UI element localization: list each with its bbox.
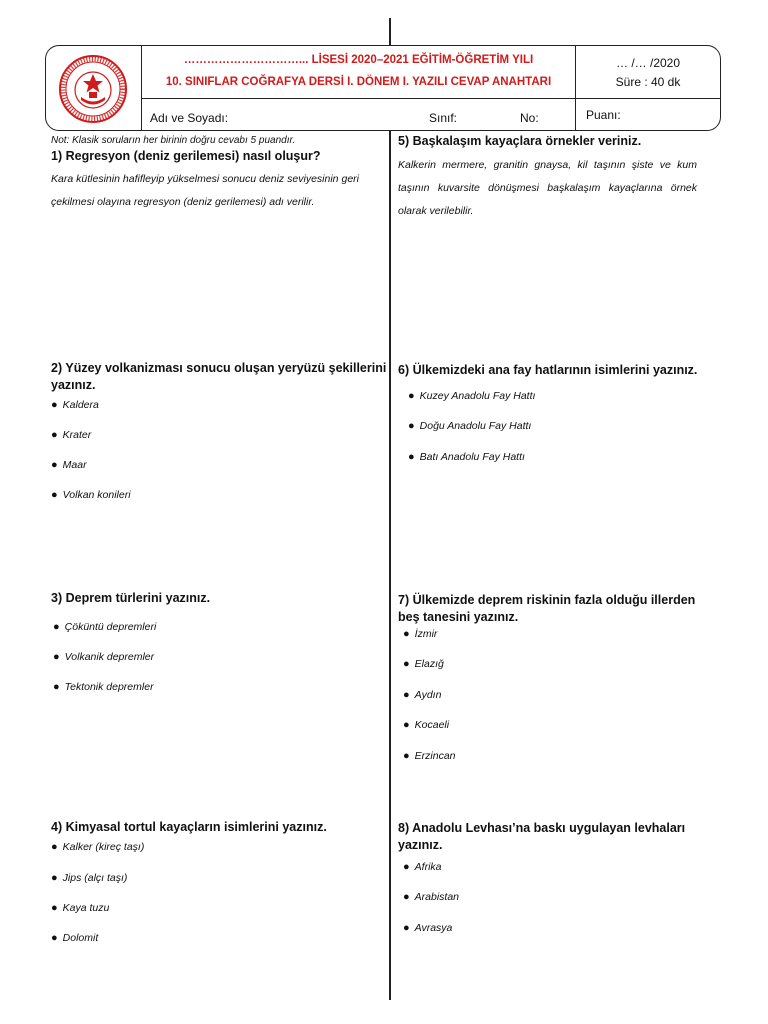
list-item: ● Kaldera	[51, 399, 99, 411]
question-7-line2: beş tanesini yazınız.	[398, 610, 519, 624]
exam-header	[45, 45, 721, 131]
list-item: ● Krater	[51, 429, 92, 441]
question-8	[398, 820, 685, 854]
exam-title-line2: 10. SINIFLAR COĞRAFYA DERSİ I. DÖNEM I. YAZILI CEVAP ANAHTARI	[165, 76, 552, 88]
answer-5: Kalkerin mermere, granitin gnaysa, kil taşının şiste ve kum taşının kuvarsite dönüşmesi başkalaşım kayaçlarına örnek olarak verilebilir.	[398, 159, 697, 217]
question-2-line2: yazınız.	[51, 378, 96, 392]
class-label: Sınıf:	[429, 111, 458, 125]
date-cell	[576, 46, 720, 99]
title-cell	[142, 46, 576, 99]
list-item: ● Jips (alçı taşı)	[51, 872, 128, 884]
scoring-note: Not: Klasik soruların her birinin doğru cevabı 5 puandır.	[51, 135, 296, 146]
list-item: ● Afrika	[403, 861, 442, 873]
column-divider	[389, 18, 391, 1000]
number-label: No:	[520, 111, 539, 125]
list-item: ● Erzincan	[403, 750, 456, 762]
list-item: ● Tektonik depremler	[53, 681, 154, 693]
question-1: 1) Regresyon (deniz gerilemesi) nasıl oluşur?	[51, 149, 321, 163]
exam-duration: Süre : 40 dk	[615, 75, 681, 89]
list-item: ● Maar	[51, 459, 87, 471]
list-item: ● Arabistan	[403, 891, 460, 903]
question-2-line1: 2) Yüzey volkanizması sonucu oluşan yeryüzü şekillerini	[51, 361, 387, 375]
logo-cell	[46, 46, 142, 130]
question-7	[398, 592, 695, 626]
list-item: ● Çöküntü depremleri	[53, 621, 157, 633]
question-7-line1: 7) Ülkemizde deprem riskinin fazla olduğu illerden	[398, 593, 696, 607]
list-item: ● Kuzey Anadolu Fay Hattı	[408, 390, 536, 402]
exam-date: … /… /2020	[615, 56, 681, 70]
answer-1: Kara kütlesinin hafifleyip yükselmesi sonucu deniz seviyesinin geri çekilmesi olayına regresyon (deniz gerilemesi) adı verilir.	[51, 173, 359, 208]
student-info-row	[142, 99, 576, 130]
score-label: Puanı:	[586, 108, 621, 122]
question-2	[51, 360, 386, 394]
list-item: ● Kalker (kireç taşı)	[51, 841, 145, 853]
list-item: ● Doğu Anadolu Fay Hattı	[408, 420, 532, 432]
ministry-seal-logo	[56, 54, 130, 124]
name-label: Adı ve Soyadı:	[150, 111, 229, 125]
question-4: 4) Kimyasal tortul kayaçların isimlerini yazınız.	[51, 820, 327, 834]
question-6: 6) Ülkemizdeki ana fay hatlarının isimlerini yazınız.	[398, 363, 698, 377]
question-8-line1: 8) Anadolu Levhası’na baskı uygulayan levhaları	[398, 821, 686, 835]
list-item: ● İzmir	[403, 628, 438, 640]
list-item: ● Kaya tuzu	[51, 902, 110, 914]
list-item: ● Dolomit	[51, 932, 99, 944]
score-cell	[576, 99, 720, 130]
exam-title-line1: …………………………... LİSESİ 2020–2021 EĞİTİM-ÖĞRETİM YILI	[183, 54, 534, 66]
list-item: ● Volkan konileri	[51, 489, 131, 501]
list-item: ● Aydın	[403, 689, 442, 701]
question-5: 5) Başkalaşım kayaçlara örnekler veriniz.	[398, 134, 642, 148]
list-item: ● Batı Anadolu Fay Hattı	[408, 451, 525, 463]
list-item: ● Kocaeli	[403, 719, 450, 731]
question-3: 3) Deprem türlerini yazınız.	[51, 591, 211, 605]
list-item: ● Volkanik depremler	[53, 651, 155, 663]
list-item: ● Avrasya	[403, 922, 453, 934]
list-item: ● Elazığ	[403, 658, 444, 670]
question-8-line2: yazınız.	[398, 838, 443, 852]
